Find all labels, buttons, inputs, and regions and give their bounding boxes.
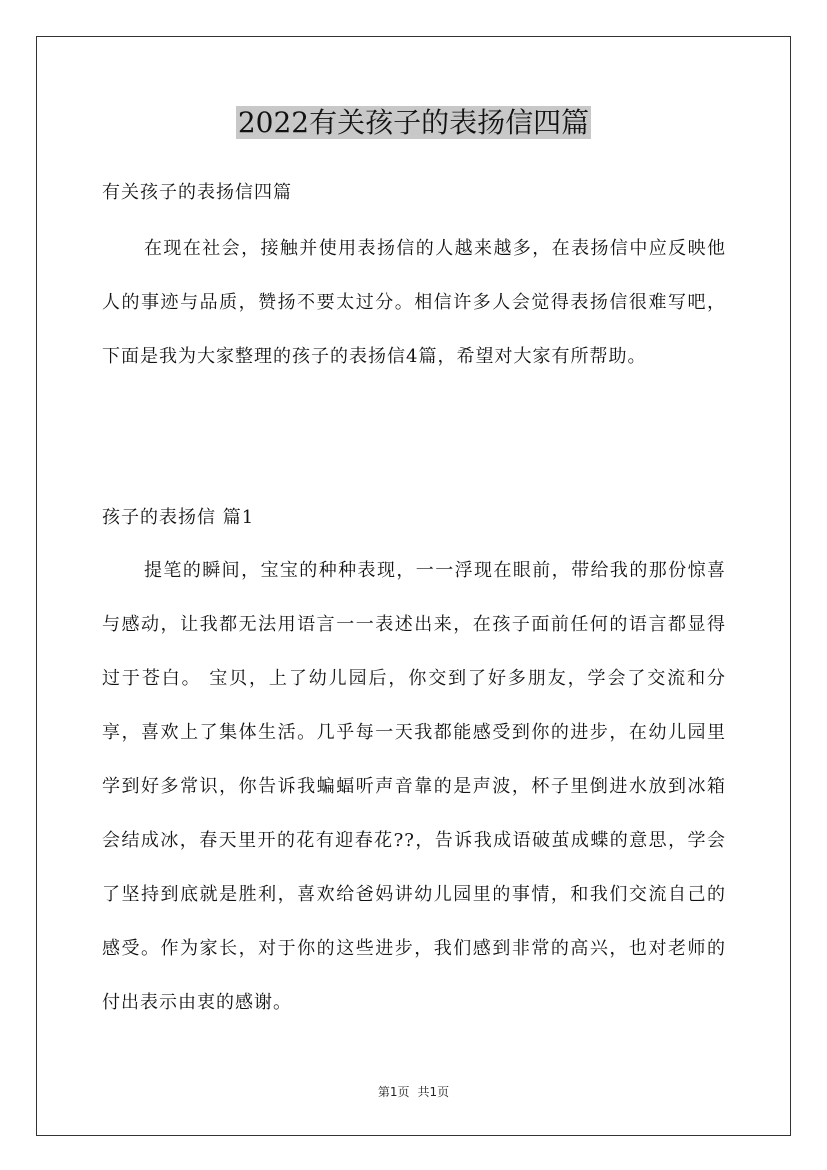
document-title (0, 103, 827, 143)
section-heading: 孩子的表扬信 篇1 (102, 507, 255, 528)
page-number: 第1页 (377, 1085, 410, 1099)
intro-paragraph: 在现在社会，接触并使用表扬信的人越来越多，在表扬信中应反映他人的事迹与品质，赞扬不要太过分。相信许多人会觉得表扬信很难写吧，下面是我为大家整理的孩子的表扬信4篇，希望对大家有所帮助。 (102, 238, 726, 367)
page-total: 共1页 (417, 1085, 450, 1099)
section-paragraph: 提笔的瞬间，宝宝的种种表现，一一浮现在眼前，带给我的那份惊喜与感动，让我都无法用语言一一表述出来，在孩子面前任何的语言都显得过于苍白。 宝贝，上了幼儿园后，你交到了好多朋友，学会了交流和分享，喜欢上了集体生活。几乎每一天我都能感受到你的进步，在幼儿园里学到好多常识，你告诉我蝙蝠听声音靠的是声波，杯子里倒进水放到冰箱会结成冰，春天里开的花有迎春花??，告诉我成语破茧成蝶的意思，学会了坚持到底就是胜利，喜欢给爸妈讲幼儿园里的事情，和我们交流自己的感受。作为家长，对于你的这些进步，我们感到非常的高兴，也对老师的付出表示由衷的感谢。 (102, 560, 726, 1013)
document-title-text: 2022有关孩子的表扬信四篇 (237, 106, 590, 139)
document-subtitle: 有关孩子的表扬信四篇 (102, 182, 292, 203)
page-footer (0, 1083, 827, 1100)
